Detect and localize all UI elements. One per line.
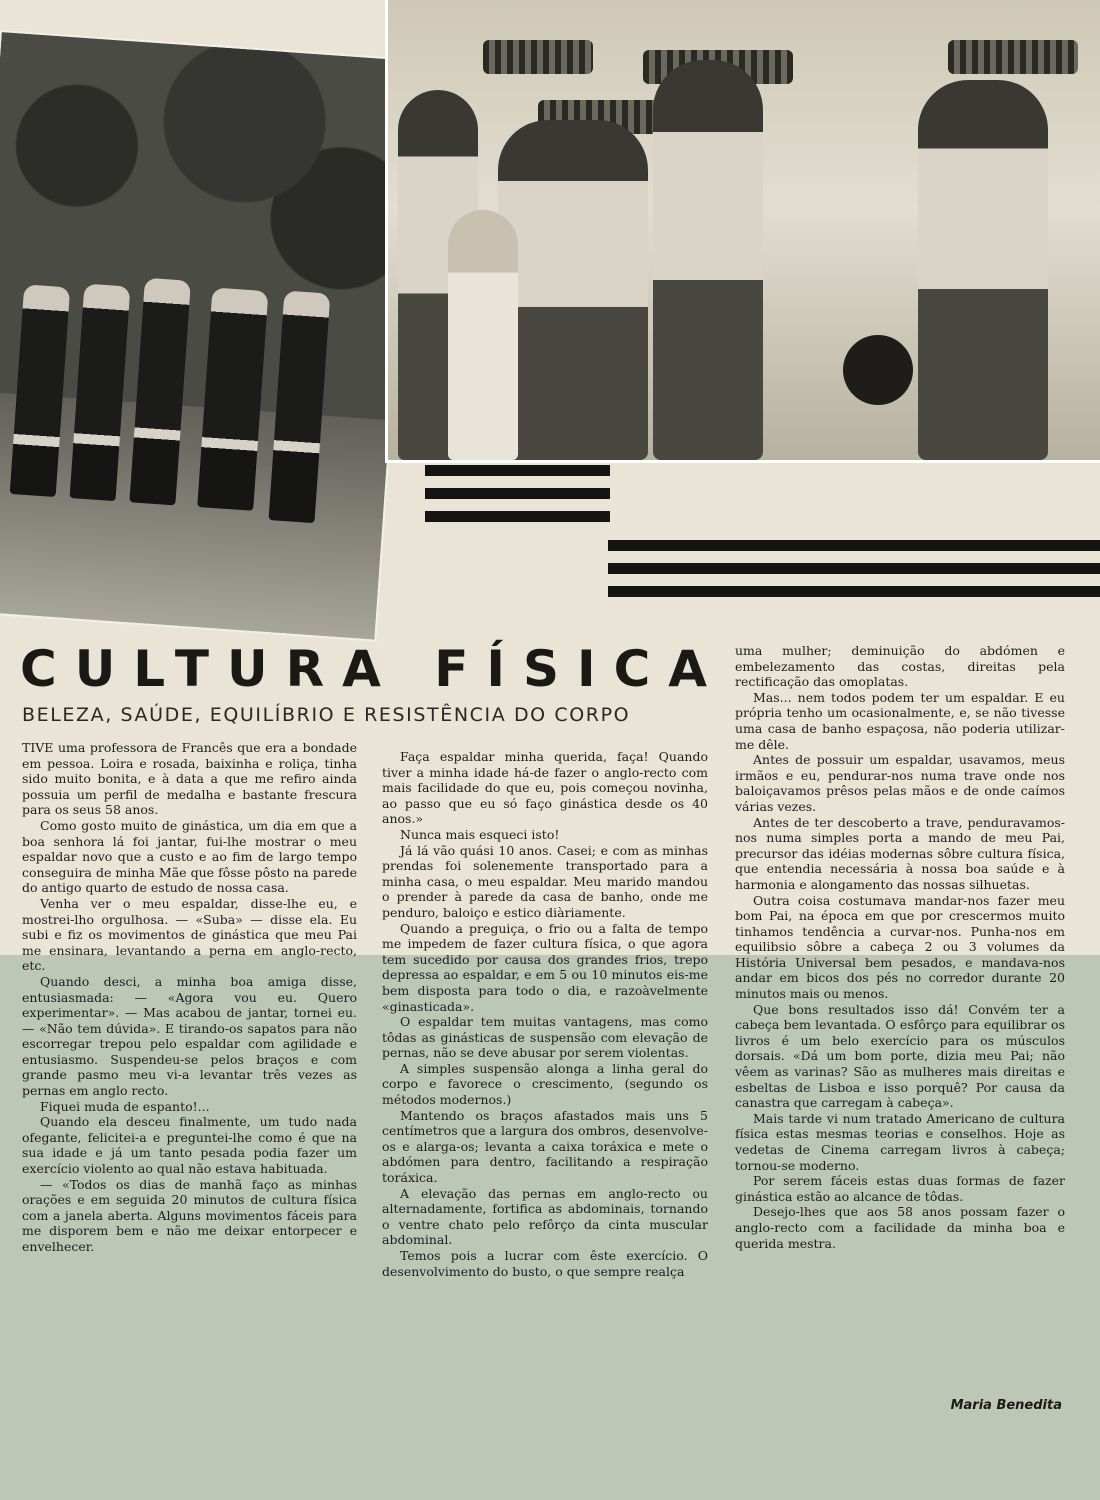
text-column-2	[382, 749, 708, 1279]
text-column-1	[22, 740, 357, 1255]
article-subtitle: BELEZA, SAÚDE, EQUILÍBRIO E RESISTÊNCIA DO CORPO	[22, 704, 631, 726]
bollard-icon	[843, 335, 913, 405]
paragraph: Mais tarde vi num tratado Americano de cultura física estas mesmas teorias e conselhos. Hoje as vedetas de Cinema carregam livros à cabeça; tornou-se moderno.	[735, 1110, 1065, 1173]
paragraph: Que bons resultados isso dá! Convém ter a cabeça bem levantada. O esfôrço para equilibrar os livros é um belo exercício para os músculos dorsais. «Dá um bom porte, dizia meu Pai; não vêem as varinas? São as mulheres mais direitas e esbeltas de Lisboa e isso porquê? Por causa da canastra que carregam à cabeça».	[735, 1001, 1065, 1111]
paragraph: TIVE uma professora de Francês que era a bondade em pessoa. Loira e rosada, baixinha e roliça, tinha sido muito bonita, e à data a que me refiro ainda possuia um perfil de medalha e bastante frescura para os seus 58 anos.	[22, 740, 357, 818]
decorative-stripes	[425, 465, 610, 534]
illustration-figure	[498, 120, 648, 460]
paragraph: Fiquei muda de espanto!...	[40, 1098, 210, 1114]
paragraph: uma mulher; deminuição do abdómen e embelezamento das costas, direitas pela rectificação das omoplatas.	[735, 643, 1065, 690]
paragraph: Outra coisa costumava mandar-nos fazer meu bom Pai, na época em que por crescermos muito tinhamos tendência a curvar-nos. Punha-nos em equilibsio sôbre a cabeça 2 ou 3 volumes da História Universal bem pesados, e mandava-nos andar em bicos dos pés no corredor durante 20 minutos mais ou menos.	[735, 892, 1065, 1002]
illustration-figure	[918, 80, 1048, 460]
paragraph: Temos pois a lucrar com êste exercício. O desenvolvimento do busto, o que sempre realça	[382, 1248, 708, 1279]
paragraph: Mas... nem todos podem ter um espaldar. E eu própria tenho um ocasionalmente, e, se não tivesse uma casa de banho espaçosa, não poderia utilizar-me dêle.	[735, 689, 1065, 752]
illustration-varinas-carrying-baskets-icon	[385, 0, 1100, 463]
paragraph: Mantendo os braços afastados mais uns 5 centímetros que a largura dos ombros, desenvolve-os e alarga-os; levanta a caixa toráxica e mete o abdómen para dentro, facilitando a respiração toráxica.	[382, 1107, 708, 1186]
paragraph: Antes de possuir um espaldar, usavamos, meus irmãos e eu, pendurar-nos numa trave onde nos baloiçavamos prêsos pelas mãos e de onde caímos várias vezes.	[735, 752, 1065, 814]
paragraph: Quando desci, a minha boa amiga disse, entusiasmada: — «Agora vou eu. Quero experimentar». — Mas acabou de jantar, tornei eu. — «Não tem dúvida». E tirando-os sapatos para não escorregar trepou pelo espaldar com agilidade e entusiasmo. Suspendeu-se pelos braços e com grande pasmo meu vi-a levantar três vezes as pernas em anglo recto.	[22, 973, 357, 1099]
paragraph: Como gosto muito de ginástica, um dia em que a boa senhora lá foi jantar, fui-lhe mostrar o meu espaldar novo que a custo e ao fim de largo tempo conseguira de minha Mãe que fôsse pôsto na parede do antigo quarto de estudo de nossa casa.	[22, 817, 357, 896]
paragraph: — «Todos os dias de manhã faço as minhas orações e em seguida 20 minutos de cultura física com a janela aberta. Alguns movimentos fáceis para me disporem bem e não me deixar entorpecer e envelhecer.	[22, 1176, 357, 1254]
article-title: CULTURA FÍSICA	[20, 640, 725, 698]
author-signature: Maria Benedita	[950, 1398, 1062, 1413]
paragraph: O espaldar tem muitas vantagens, mas como tôdas as ginásticas de suspensão com elevação de pernas, não se deve abusar por serem violentas.	[382, 1014, 708, 1061]
paragraph: Antes de ter descoberto a trave, penduravamos-nos numa simples porta a mando de meu Pai, precursor das idéias modernas sôbre cultura física, que entendia necessária à nossa boa saúde e à harmonia e alongamento das nossas silhuetas.	[735, 814, 1065, 892]
paragraph: Nunca mais esqueci isto!	[400, 826, 560, 842]
paragraph: Desejo-lhes que aos 58 anos possam fazer o anglo-recto com a facilidade da minha boa e querida mestra.	[735, 1204, 1065, 1251]
photo-children-balancing-books-icon	[0, 30, 417, 642]
paragraph: Por serem fáceis estas duas formas de fazer ginástica estão ao alcance de tôdas.	[735, 1173, 1065, 1204]
decorative-stripes	[608, 540, 1100, 609]
text-column-3	[735, 643, 1065, 1251]
illustration-figure	[448, 210, 518, 460]
paragraph: Já lá vão quási 10 anos. Casei; e com as minhas prendas foi solenemente transportado para a minha casa, o meu espaldar. Meu marido mandou o prender à parede da casa de banho, onde me penduro, baloiço e estico diàriamente.	[382, 842, 708, 920]
paragraph: Venha ver o meu espaldar, disse-lhe eu, e mostrei-lho orgulhosa. — «Suba» — disse ela. Eu subi e fiz os movimentos de ginástica que meu Pai me ensinara, levantando a perna em anglo-recto, etc.	[22, 895, 357, 974]
paragraph: A elevação das pernas em anglo-recto ou alternadamente, fortifica as abdominais, tornando o ventre chato pelo refôrço da cinta muscular abdominal.	[382, 1185, 708, 1248]
illustration-figure	[653, 60, 763, 460]
paragraph: Quando a preguiça, o frio ou a falta de tempo me impedem de fazer cultura física, o que agora tem sucedido por causa dos grandes frios, trepo depressa ao espaldar, e em 5 ou 10 minutos eis-me bem disposta para todo o dia, e razoàvelmente «ginasticada».	[382, 920, 708, 1014]
basket-icon	[483, 40, 593, 74]
paragraph: Quando ela desceu finalmente, um tudo nada ofegante, felicitei-a e preguntei-lhe como é que na sua idade e já um tanto pesada podia fazer um exercício violento ao qual não estava habituada.	[22, 1114, 357, 1177]
paragraph: Faça espaldar minha querida, faça! Quando tiver a minha idade há-de fazer o anglo-recto com mais facilidade do que eu, pois começou novinha, ao passo que eu só faço ginástica desde os 40 anos.»	[382, 749, 708, 827]
paragraph: A simples suspensão alonga a linha geral do corpo e favorece o crescimento, (segundo os métodos modernos.)	[382, 1060, 708, 1108]
basket-icon	[948, 40, 1078, 74]
